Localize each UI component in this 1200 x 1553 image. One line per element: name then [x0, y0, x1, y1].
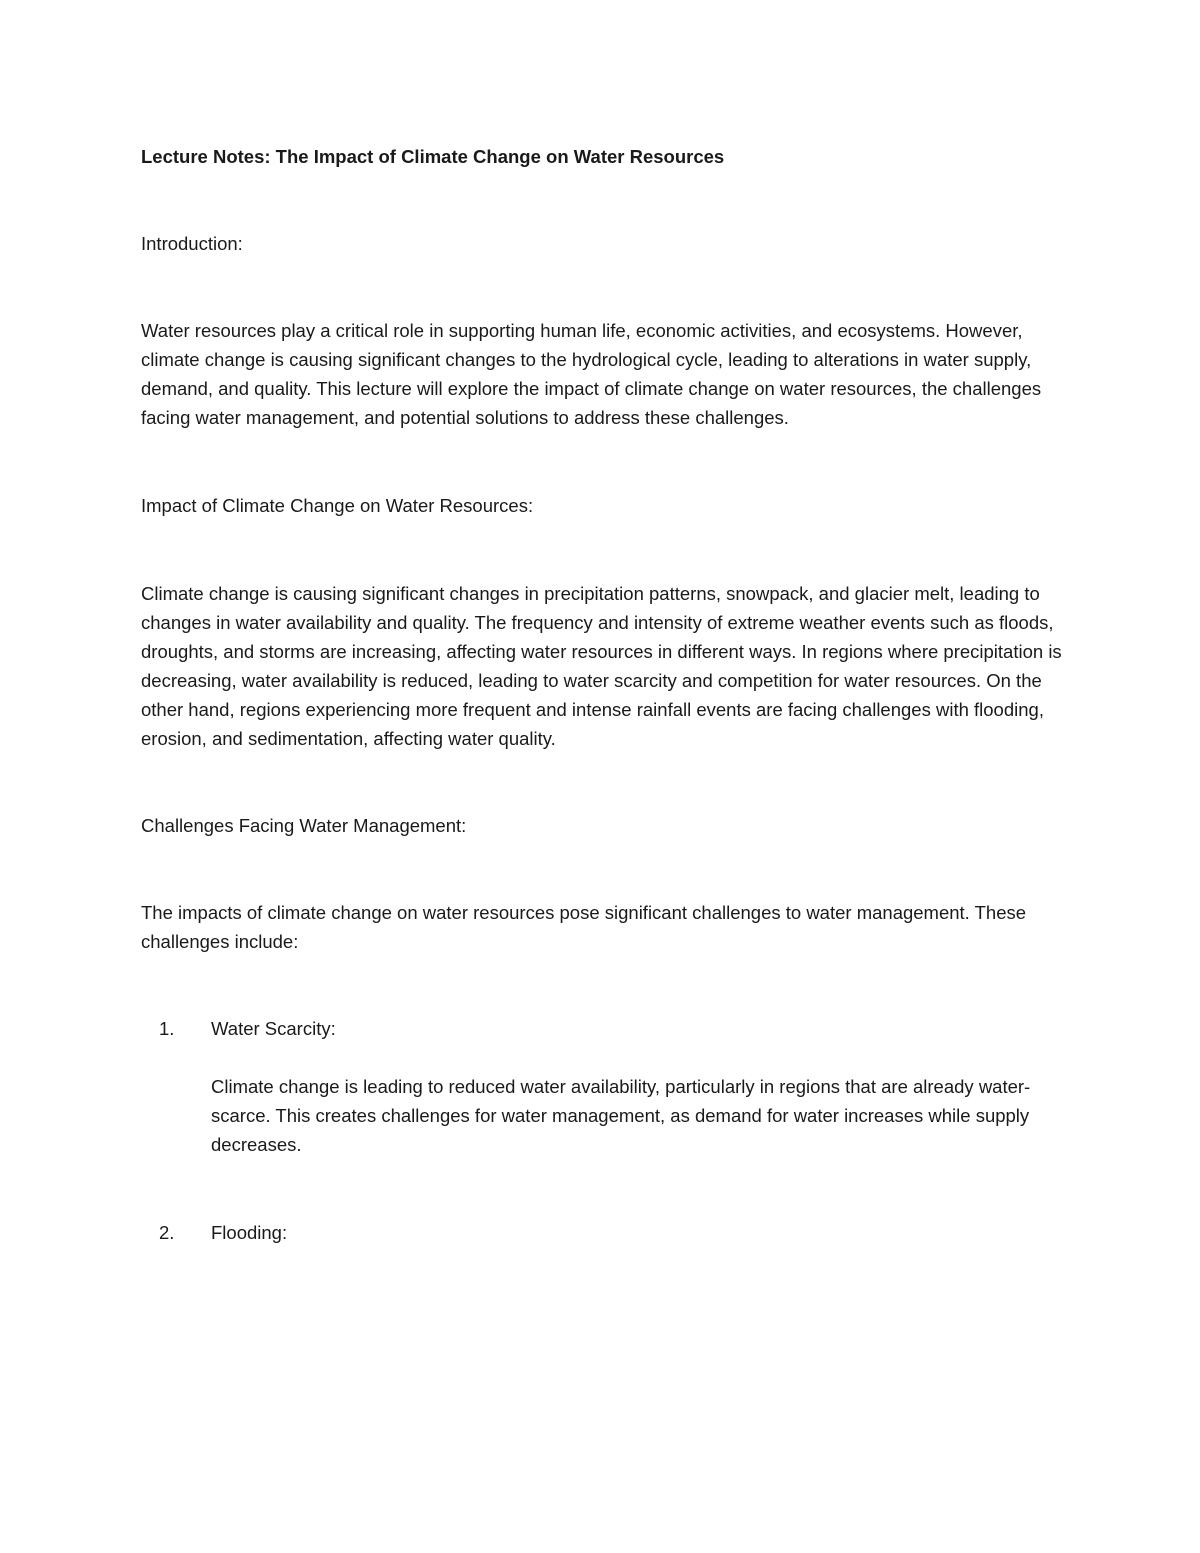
section-paragraph-challenges: The impacts of climate change on water resources pose significant challenges to water management. These challenges include:: [141, 902, 1027, 952]
section-paragraph-impact: Climate change is causing significant changes in precipitation patterns, snowpack, and glacier melt, leading to changes in water availability and quality. The frequency and intensity of extreme weather events such as floods, droughts, and storms are increasing, affecting water resources in different ways. In regions where precipitation is decreasing, water availability is reduced, leading to water scarcity and competition for water resources. On the other hand, regions experiencing more frequent and intense rainfall events are facing challenges with flooding, erosion, and sedimentation, affecting water quality.: [141, 583, 1062, 749]
list-label: Water Scarcity:: [211, 1018, 336, 1039]
section-heading-introduction: Introduction:: [141, 233, 243, 254]
list-number: 2.: [159, 1222, 175, 1243]
section-heading-challenges: Challenges Facing Water Management:: [141, 815, 467, 836]
section-heading-impact: Impact of Climate Change on Water Resources:: [141, 495, 534, 516]
section-paragraph-introduction: Water resources play a critical role in supporting human life, economic activities, and ecosystems. However, climate change is causing significant changes to the hydrological cycle, leading to alterations in water supply, demand, and quality. This lecture will explore the impact of climate change on water resources, the challenges facing water management, and potential solutions to address these challenges.: [141, 320, 1042, 428]
list-label: Flooding:: [211, 1222, 288, 1243]
list-number: 1.: [159, 1018, 175, 1039]
list-body: Climate change is leading to reduced water availability, particularly in regions that are already water-scarce. This creates challenges for water management, as demand for water increases while supply decreases.: [211, 1076, 1031, 1155]
document-title: Lecture Notes: The Impact of Climate Change on Water Resources: [141, 146, 725, 167]
